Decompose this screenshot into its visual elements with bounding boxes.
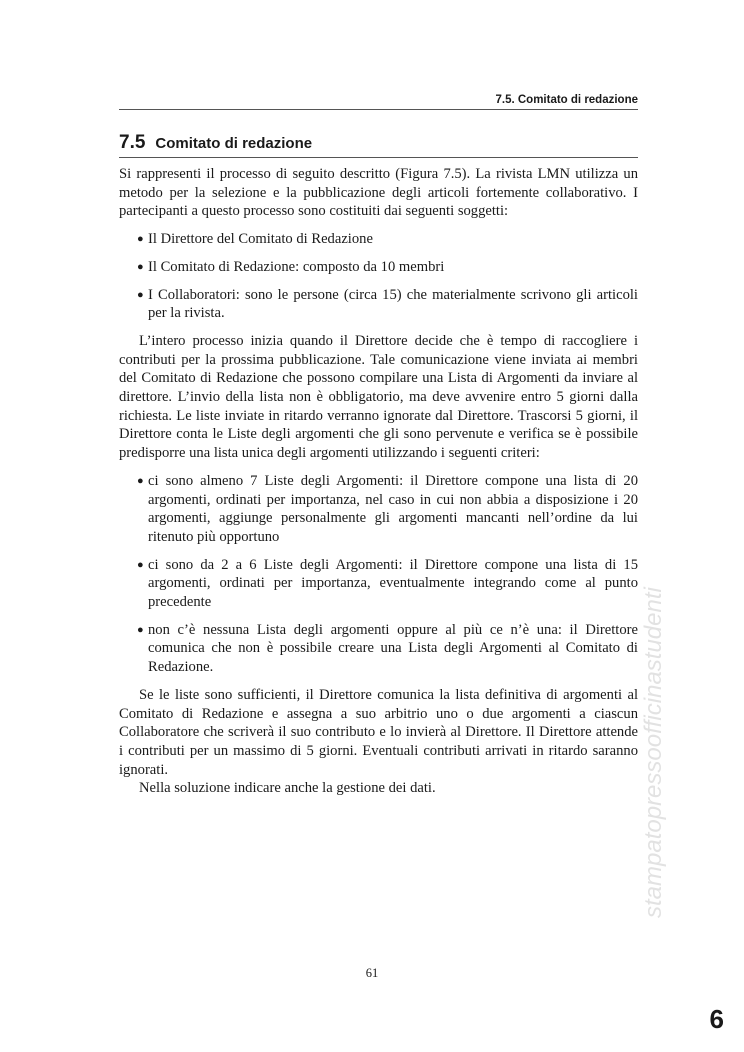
list-item-text: ci sono almeno 7 Liste degli Argomenti: il Direttore compone una lista di 20 argomenti, ordinati per importanza, nel caso in cui non abbia a disposizione i 20 argomenti, aggiunge personalmente gli argomenti mancanti nell’ordine da lui ritenuto più opportuno <box>148 472 638 545</box>
criteria-list <box>119 472 638 677</box>
final-note: Nella soluzione indicare anche la gestione dei dati. <box>139 780 436 797</box>
list-item-text: Il Comitato di Redazione: composto da 10 membri <box>148 258 445 275</box>
list-item-text: I Collaboratori: sono le persone (circa 15) che materialmente scrivono gli articoli per la rivista. <box>148 286 638 322</box>
bullet-icon: ● <box>137 558 144 571</box>
section-heading <box>119 132 638 158</box>
closing-paragraph: Se le liste sono sufficienti, il Direttore comunica la lista definitiva di argomenti al Comitato di Redazione e assegna a suo arbitrio uno o due argomenti a ciascun Collaboratore che scriverà il suo contributo e lo invierà al Direttore. Il Direttore attende i contributi per un massimo di 5 giorni. Eventuali contributi arrivati in ritardo saranno ignorati. <box>119 686 638 778</box>
body-text <box>119 165 638 798</box>
bullet-icon: ● <box>137 474 144 487</box>
section-title: Comitato di redazione <box>155 135 313 152</box>
corner-number: 6 <box>709 1004 724 1034</box>
page-number: 61 <box>365 966 379 980</box>
bullet-icon: ● <box>137 623 144 636</box>
bullet-icon: ● <box>137 260 144 273</box>
participants-list <box>119 230 638 323</box>
intro-paragraph: Si rappresenti il processo di seguito descritto (Figura 7.5). La rivista LMN utilizza un metodo per la selezione e la pubblicazione degli articoli fortemente collaborativo. I partecipanti a questo processo sono costituiti dai seguenti soggetti: <box>119 166 638 220</box>
watermark: stampatopressoofficinastudenti <box>640 587 667 918</box>
list-item <box>119 286 638 323</box>
list-item <box>119 472 638 547</box>
list-item <box>119 556 638 612</box>
list-item-text: non c’è nessuna Lista degli argomenti oppure al più ce n’è una: il Direttore comunica che non è possibile creare una Lista degli Argomenti al Comitato di Redazione. <box>148 621 638 676</box>
list-item <box>119 258 638 277</box>
running-head: 7.5. Comitato di redazione <box>119 94 638 110</box>
bullet-icon: ● <box>137 288 144 301</box>
section-number: 7.5 <box>119 132 146 153</box>
list-item-text: Il Direttore del Comitato di Redazione <box>148 231 373 248</box>
list-item-text: ci sono da 2 a 6 Liste degli Argomenti: il Direttore compone una lista di 15 argomenti, ordinati per importanza, eventualmente integrando come al punto precedente <box>148 556 638 611</box>
list-item <box>119 230 638 249</box>
list-item <box>119 621 638 677</box>
process-paragraph: L’intero processo inizia quando il Direttore decide che è tempo di raccogliere i contributi per la prossima pubblicazione. Tale comunicazione viene inviata ai membri del Comitato di Redazione che possono compilare una Lista di Argomenti da inviare al direttore. L’invio della lista non è obbligatorio, ma deve avvenire entro 5 giorni dalla richiesta. Le liste inviate in ritardo verranno ignorate dal Direttore. Trascorsi 5 giorni, il Direttore conta le Liste degli argomenti che gli sono pervenute e verifica se è possibile predisporre una lista unica degli argomenti utilizzando i seguenti criteri: <box>119 332 638 462</box>
bullet-icon: ● <box>137 233 144 246</box>
